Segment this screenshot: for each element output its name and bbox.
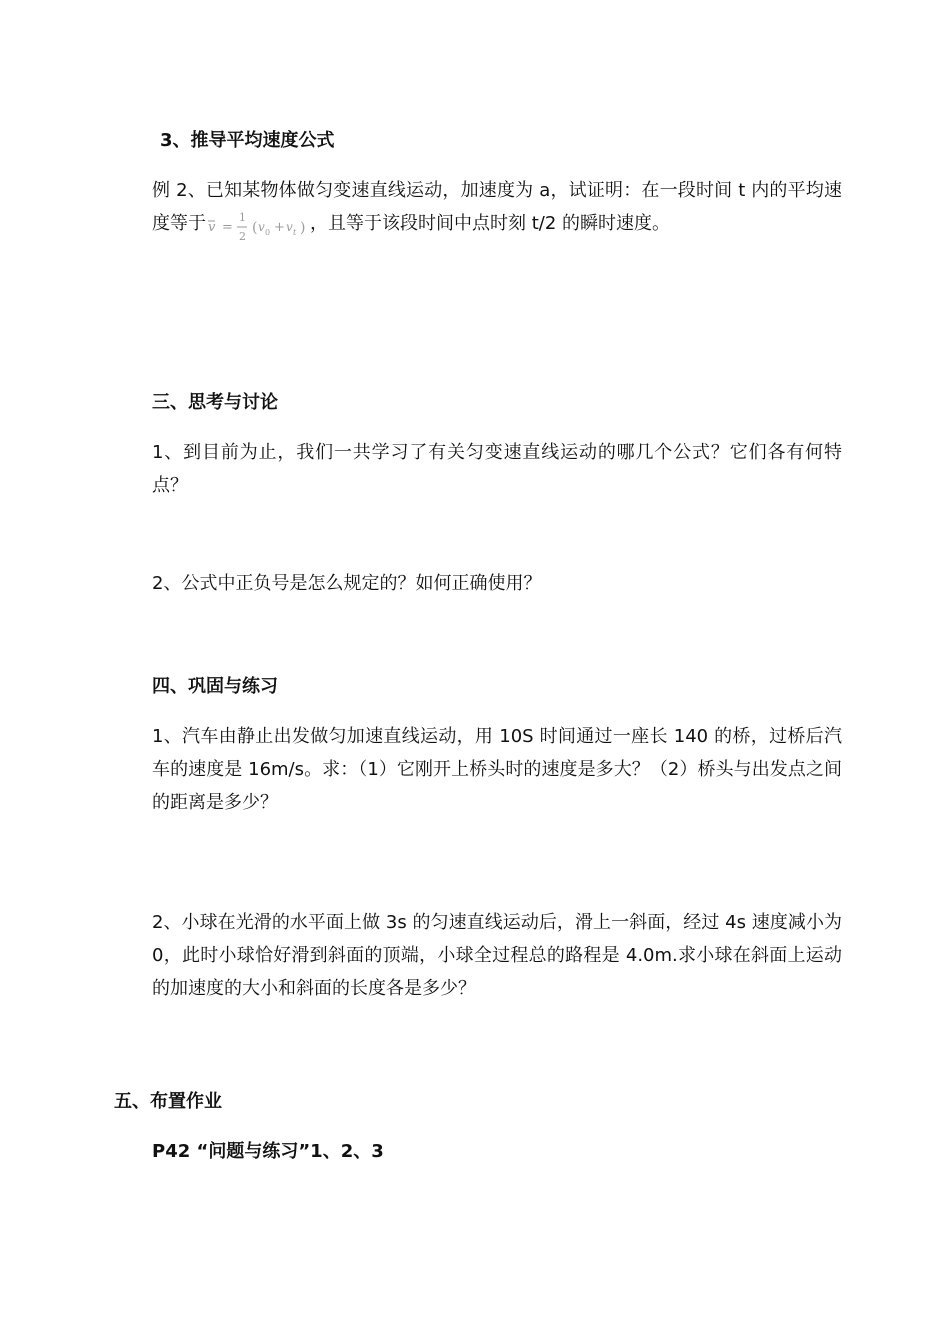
example-2-text-before-formula: 例 2、已知某物体做匀变速直线运动，加速度为 a，试证明：在一段时间 t 内的平均速度等于 (152, 180, 842, 234)
svg-text:2: 2 (239, 230, 246, 243)
mean-velocity-formula (206, 207, 310, 247)
svg-text:(: ( (252, 220, 258, 236)
homework-assignment: P42 “问题与练习”1、2、3 (152, 1141, 384, 1162)
practice-problem-1: 1、汽车由静止出发做匀加速直线运动，用 10S 时间通过一座长 140 的桥，过桥后汽车的速度是 16m/s。求：（1）它刚开上桥头时的速度是多大？（2）桥头与出发点之间的距离是多少？ (152, 726, 842, 813)
svg-text:v: v (286, 220, 293, 234)
svg-text:v: v (208, 220, 216, 235)
svg-text:v: v (258, 220, 265, 234)
section-3-heading: 3、推导平均速度公式 (160, 130, 335, 151)
section-three-heading: 三、思考与讨论 (152, 392, 278, 413)
svg-text:1: 1 (239, 211, 246, 224)
svg-text:+: + (274, 220, 285, 235)
svg-text:): ) (300, 220, 306, 236)
discussion-question-1: 1、到目前为止，我们一共学习了有关匀变速直线运动的哪几个公式？它们各有何特点？ (152, 442, 842, 496)
discussion-question-2: 2、公式中正负号是怎么规定的？如何正确使用？ (152, 573, 542, 594)
practice-problem-2: 2、小球在光滑的水平面上做 3s 的匀速直线运动后，滑上一斜面，经过 4s 速度减小为 0，此时小球恰好滑到斜面的顶端，小球全过程总的路程是 4.0m.求小球在斜面上运动的加速度的大小和斜面的长度各是多少？ (152, 912, 842, 999)
svg-text:t: t (293, 228, 297, 237)
svg-text:0: 0 (265, 228, 271, 237)
section-four-heading: 四、巩固与练习 (152, 676, 278, 697)
section-five-heading: 五、布置作业 (114, 1091, 222, 1112)
example-2-paragraph (152, 174, 842, 247)
example-2-text-after-formula: ，且等于该段时间中点时刻 t/2 的瞬时速度。 (310, 213, 671, 234)
svg-text:=: = (222, 220, 233, 235)
